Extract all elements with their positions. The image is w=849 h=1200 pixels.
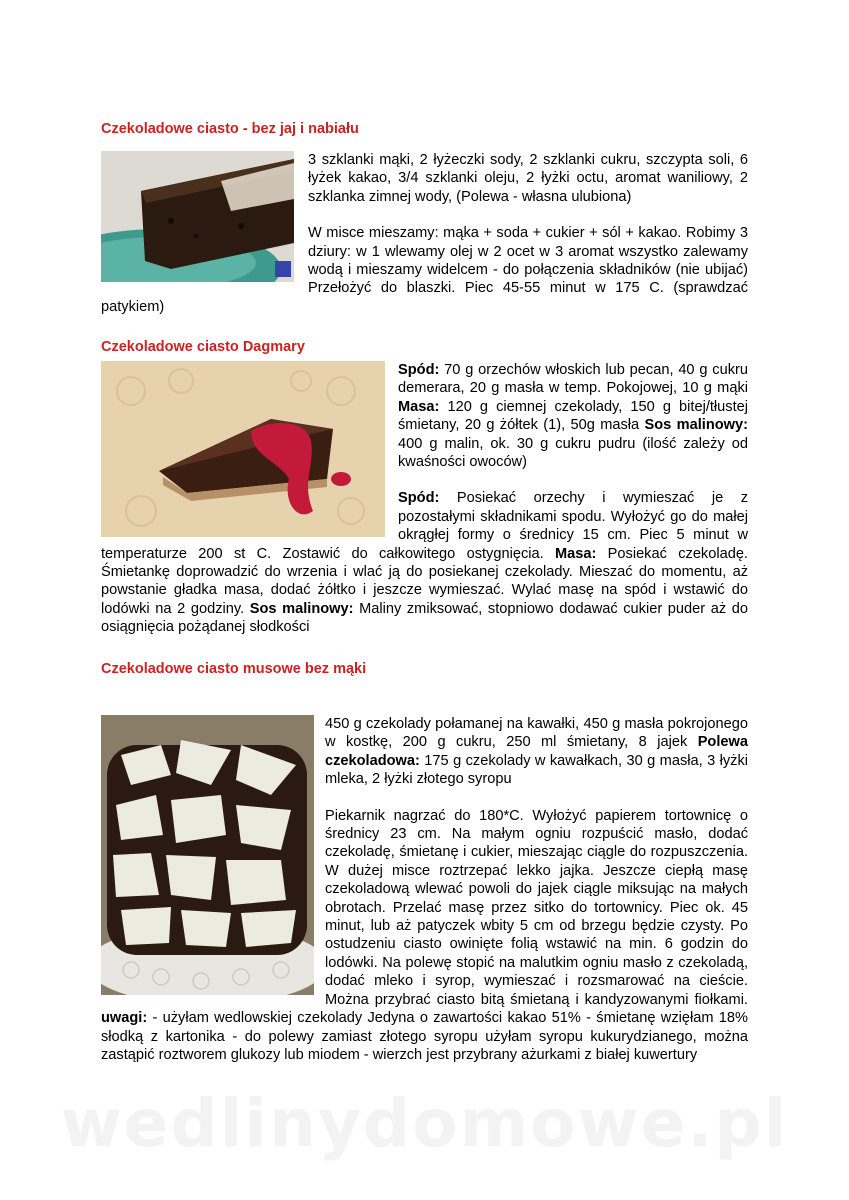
ingredients-text: 450 g czekolady połamanej na kawałki, 450 g masła pokrojonego w kostkę, 200 g cukru, 250 ml śmietany, 8 jajek — [325, 716, 748, 751]
white-chocolate-shards-cake-photo — [101, 715, 314, 995]
spod-text: Posiekać orzechy i wymieszać je z pozostałymi składnikami spodu. Wyłożyć go do małej okrągłej formy o średnicy 15 cm. Piec 5 minut w temperaturze 200 st C. Zostawić do całkowitego ostygnięcia. — [101, 490, 748, 562]
recipe-method: W misce mieszamy: mąka + soda + cukier + sól + kakao. Robimy 3 dziury: w 1 wlewamy olej w 2 ocet w 3 aromat wszystko zalewamy wodą i mieszamy widelcem - do połączenia składników (nie ubijać) Przełożyć do blaszki. Piec 45-55 minut w 175 C. (sprawdzać patykiem) — [101, 225, 748, 315]
sos-label: Sos malinowy: — [249, 600, 354, 617]
masa-label: Masa: — [554, 545, 597, 562]
recipe-title: Czekoladowe ciasto musowe bez mąki — [101, 661, 367, 677]
spod-text: 70 g orzechów włoskich lub pecan, 40 g cukru demerara, 20 g masła w temp. Pokojowej, 10 g mąki — [398, 362, 748, 397]
recipe-2 — [101, 338, 748, 637]
recipe-3 — [101, 660, 748, 1064]
chocolate-tart-raspberry-sauce-photo — [101, 361, 385, 537]
sos-label: Sos malinowy: — [644, 417, 748, 434]
uwagi-text: - użyłam wedlowskiej czekolady Jedyna o zawartości kakao 51% - śmietanę wzięłam 18% słodką z kartonika - do polewy zamiast złotego syropu użyłam syropu kukurydzianego, można zastąpić roztworem glukozy lub miodem - wierzch jest przybrany ażurkami z białej kuwertury — [101, 1010, 748, 1063]
masa-text: Posiekać czekoladę. Śmietankę doprowadzić do wrzenia i wlać ją do posiekanej czekolady. Mieszać do momentu, aż powstanie gładka masa, dodać żółtko i jeszcze wymieszać. Wylać masę na spód i wstawić do lodówki na 2 godziny. — [101, 545, 748, 617]
recipe-title: Czekoladowe ciasto Dagmary — [101, 339, 305, 355]
masa-text: 120 g ciemnej czekolady, 150 g bitej/tłustej śmietany, 20 g żółtek (1), 50g masła — [398, 398, 748, 434]
polewa-label: Polewa czekoladowa: — [325, 734, 748, 769]
spod-label: Spód: — [398, 362, 440, 378]
recipe-title: Czekoladowe ciasto - bez jaj i nabiału — [101, 121, 359, 137]
spod-label: Spód: — [398, 490, 440, 507]
masa-label: Masa: — [398, 398, 440, 415]
recipe-1 — [101, 120, 748, 316]
site-watermark: wedlinydomowe.pl — [60, 1085, 789, 1162]
polewa-text: 175 g czekolady w kawałkach, 30 g masła, 3 łyżki mleka, 2 łyżki złotego syropu — [325, 752, 748, 788]
uwagi-label: uwagi: — [101, 1010, 148, 1027]
sos-text: 400 g malin, ok. 30 g cukru pudru (ilość zależy od kwaśności owoców) — [398, 435, 748, 471]
recipe-ingredients: 3 szklanki mąki, 2 łyżeczki sody, 2 szklanki cukru, szczypta soli, 6 łyżek kakao, 3/4 szklanki oleju, 2 łyżki octu, aromat waniliowy, 2 szklanka zimnej wody, (Polewa - własna ulubiona) — [308, 152, 748, 205]
method-text: Piekarnik nagrzać do 180*C. Wyłożyć papierem tortownicę o średnicy 23 cm. Na małym ogniu rozpuścić masło, dodać czekoladę, śmietanę i cukier, mieszając ciągle do rozpuszczenia. W dużej misce roztrzepać lekko jajka. Jeszcze ciepłą masę czekoladową wlewać powoli do jajek ciągle miksując na małych obrotach. Przelać masę przez sitko do tortownicy. Piec ok. 45 minut, lub aż patyczek wbity 5 cm od brzegu będzie czysty. Po ostudzeniu ciasto owinięte folią wstawić na min. 6 godzin do lodówki. Na polewę stopić na malutkim ogniu masło z czekoladą, dodać mleko i syrop, wymieszać i rozsmarować na cieście. Można przybrać ciasto bitą śmietaną i kandyzowanymi fiołkami. — [325, 807, 748, 1008]
chocolate-cake-slice-photo — [101, 151, 294, 282]
sos-text: Maliny zmiksować, stopniowo dodawać cukier puder aż do osiągnięcia pożądanej słodkości — [101, 600, 748, 636]
